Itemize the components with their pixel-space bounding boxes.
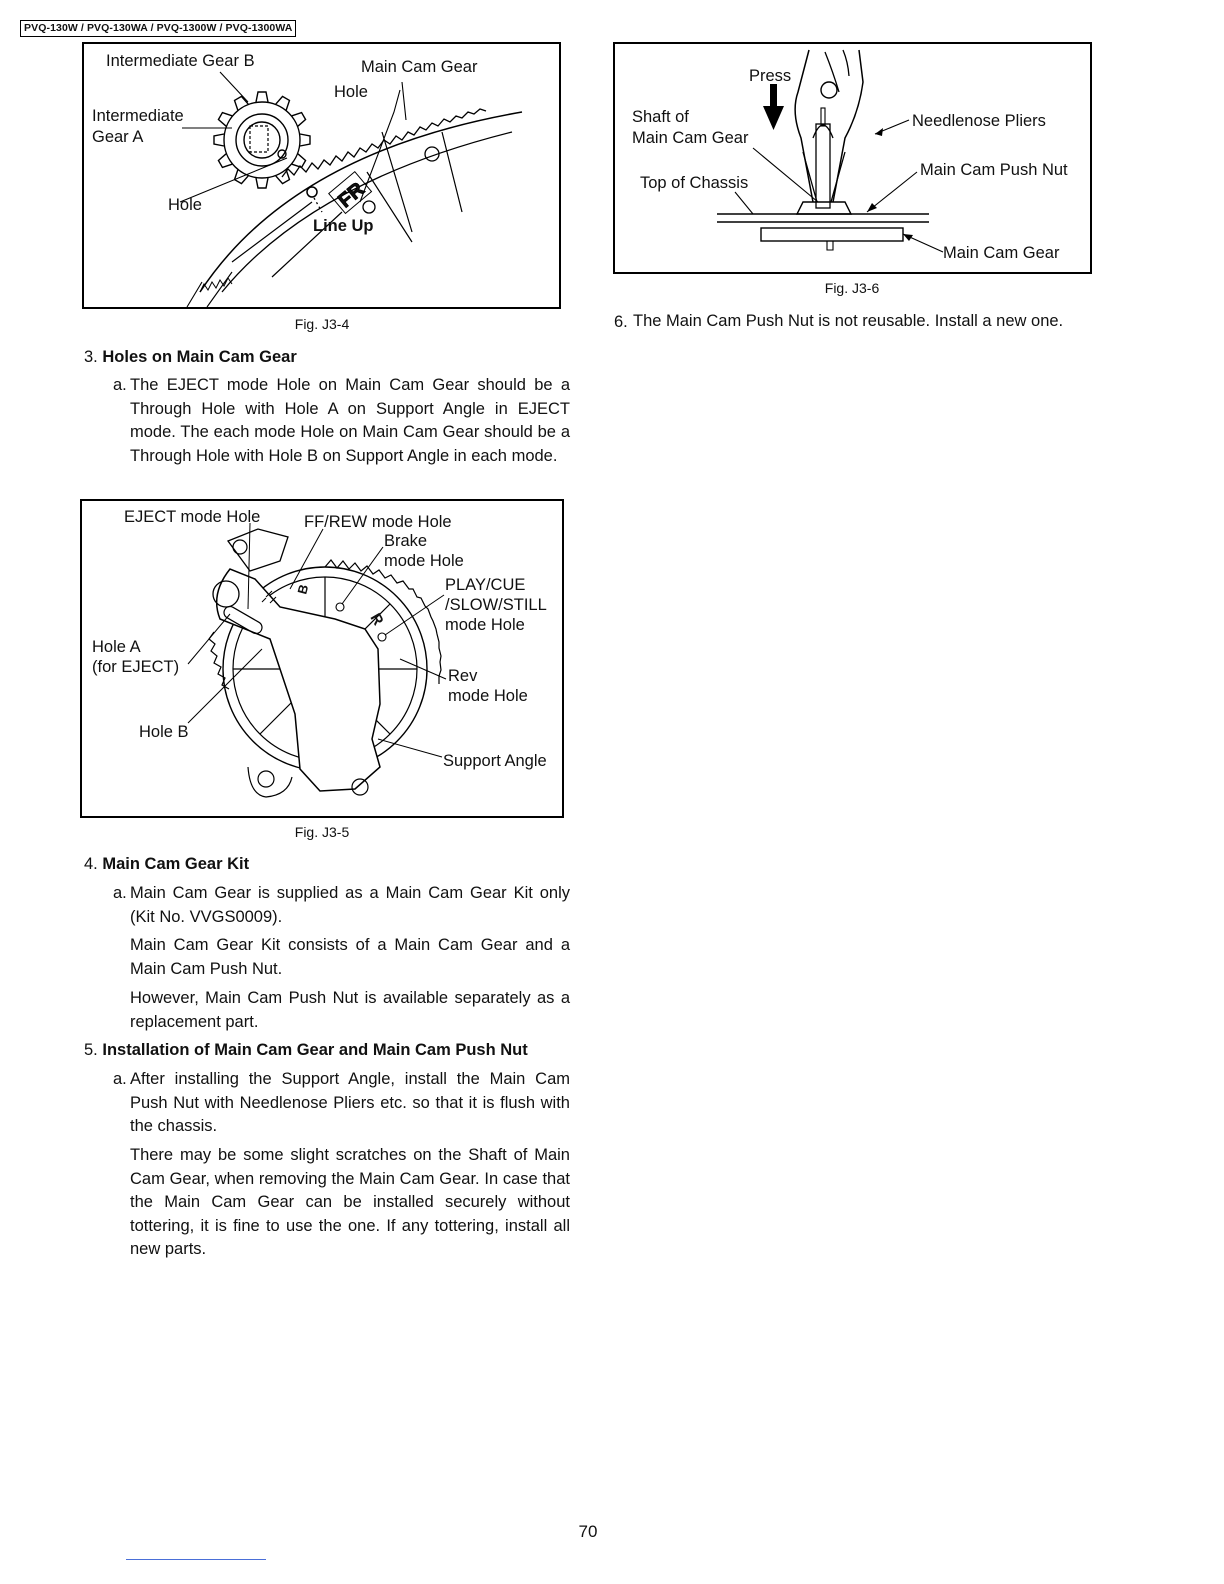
section4-para3: However, Main Cam Push Nut is available separately as a replacement part.	[130, 989, 570, 1031]
label-rev-line1: Rev	[448, 667, 478, 685]
label-hole-left: Hole	[168, 196, 202, 214]
section5-para2: There may be some slight scratches on the Shaft of Main Cam Gear, when removing the Main Cam Gear. In case that the Main Cam Gear can be installed securely without tottering, it is fine to use the one. If any tottering, install all new parts.	[130, 1146, 570, 1258]
section5-number: 5.	[84, 1041, 98, 1059]
caption-fig-j3-4: Fig. J3-4	[294, 316, 350, 332]
section4-heading	[84, 855, 249, 874]
section6-text: The Main Cam Push Nut is not reusable. Install a new one.	[633, 312, 1064, 330]
figure-j3-6	[613, 42, 1093, 275]
label-playcue-line1: PLAY/CUE	[445, 576, 526, 594]
section4-number: 4.	[84, 855, 98, 873]
section4-title: Main Cam Gear Kit	[102, 855, 250, 873]
label-main-cam-gear: Main Cam Gear	[361, 58, 478, 76]
gear-mark-fr: FR	[334, 178, 369, 213]
label-support-angle: Support Angle	[443, 752, 547, 770]
figure-j3-5	[80, 499, 565, 819]
section5-item-a-marker: a.	[113, 1070, 127, 1088]
caption-fig-j3-6: Fig. J3-6	[824, 280, 880, 296]
figure-j3-4-drawing	[82, 42, 562, 310]
section5-item-a-text: After installing the Support Angle, install the Main Cam Push Nut with Needlenose Pliers etc. so that it is flush with the chassis.	[130, 1070, 570, 1135]
label-playcue-line2: /SLOW/STILL	[445, 596, 547, 614]
label-shaft-line1: Shaft of	[632, 108, 689, 126]
figure-j3-5-drawing	[80, 499, 565, 819]
section3-title: Holes on Main Cam Gear	[102, 348, 297, 366]
label-ffrew-mode-hole: FF/REW mode Hole	[304, 513, 452, 531]
section4-item-a-text: Main Cam Gear is supplied as a Main Cam Gear Kit only (Kit No. VVGS0009).	[130, 884, 570, 926]
section4-item-a-marker: a.	[113, 884, 127, 902]
label-press: Press	[749, 67, 792, 85]
figure-j3-4	[82, 42, 562, 310]
label-intermediate-gear-a-line2: Gear A	[92, 128, 144, 146]
label-brake-line2: mode Hole	[384, 552, 464, 570]
label-shaft-line2: Main Cam Gear	[632, 129, 749, 147]
label-brake-line1: Brake	[384, 532, 428, 550]
label-top-of-chassis: Top of Chassis	[640, 174, 749, 192]
label-hole-top: Hole	[334, 83, 368, 101]
footer-divider	[126, 1559, 266, 1560]
page-number: 70	[578, 1522, 598, 1541]
section6-number: 6.	[614, 313, 628, 331]
gear-mark-b: B	[294, 582, 312, 596]
caption-fig-j3-5: Fig. J3-5	[294, 824, 350, 840]
label-rev-line2: mode Hole	[448, 687, 528, 705]
label-main-cam-push-nut: Main Cam Push Nut	[920, 161, 1068, 179]
section3-item-a-text: The EJECT mode Hole on Main Cam Gear should be a Through Hole with Hole A on Support Angle in EJECT mode. The each mode Hole on Main Cam Gear should be a Through Hole with Hole B on Support Angle in each mode.	[130, 376, 570, 465]
section4-para2: Main Cam Gear Kit consists of a Main Cam Gear and a Main Cam Push Nut.	[130, 936, 570, 978]
label-hole-a-line2: (for EJECT)	[92, 658, 180, 676]
label-intermediate-gear-b: Intermediate Gear B	[106, 52, 255, 70]
model-header: PVQ-130W / PVQ-130WA / PVQ-1300W / PVQ-1300WA	[20, 20, 296, 37]
section3-heading	[84, 348, 297, 367]
label-needlenose-pliers: Needlenose Pliers	[912, 112, 1046, 130]
figure-j3-6-drawing	[613, 42, 1093, 275]
gear-mark-r: R	[366, 610, 387, 629]
label-eject-mode-hole: EJECT mode Hole	[124, 508, 261, 526]
label-intermediate-gear-a-line1: Intermediate	[92, 107, 184, 125]
label-hole-b: Hole B	[139, 723, 189, 741]
section3-item-a-marker: a.	[113, 376, 127, 394]
section5-heading	[84, 1041, 528, 1060]
label-hole-a-line1: Hole A	[92, 638, 141, 656]
label-playcue-line3: mode Hole	[445, 616, 525, 634]
label-main-cam-gear-j36: Main Cam Gear	[943, 244, 1060, 262]
section5-title: Installation of Main Cam Gear and Main Cam Push Nut	[102, 1041, 528, 1059]
label-line-up: Line Up	[313, 217, 374, 235]
section3-number: 3.	[84, 348, 98, 366]
